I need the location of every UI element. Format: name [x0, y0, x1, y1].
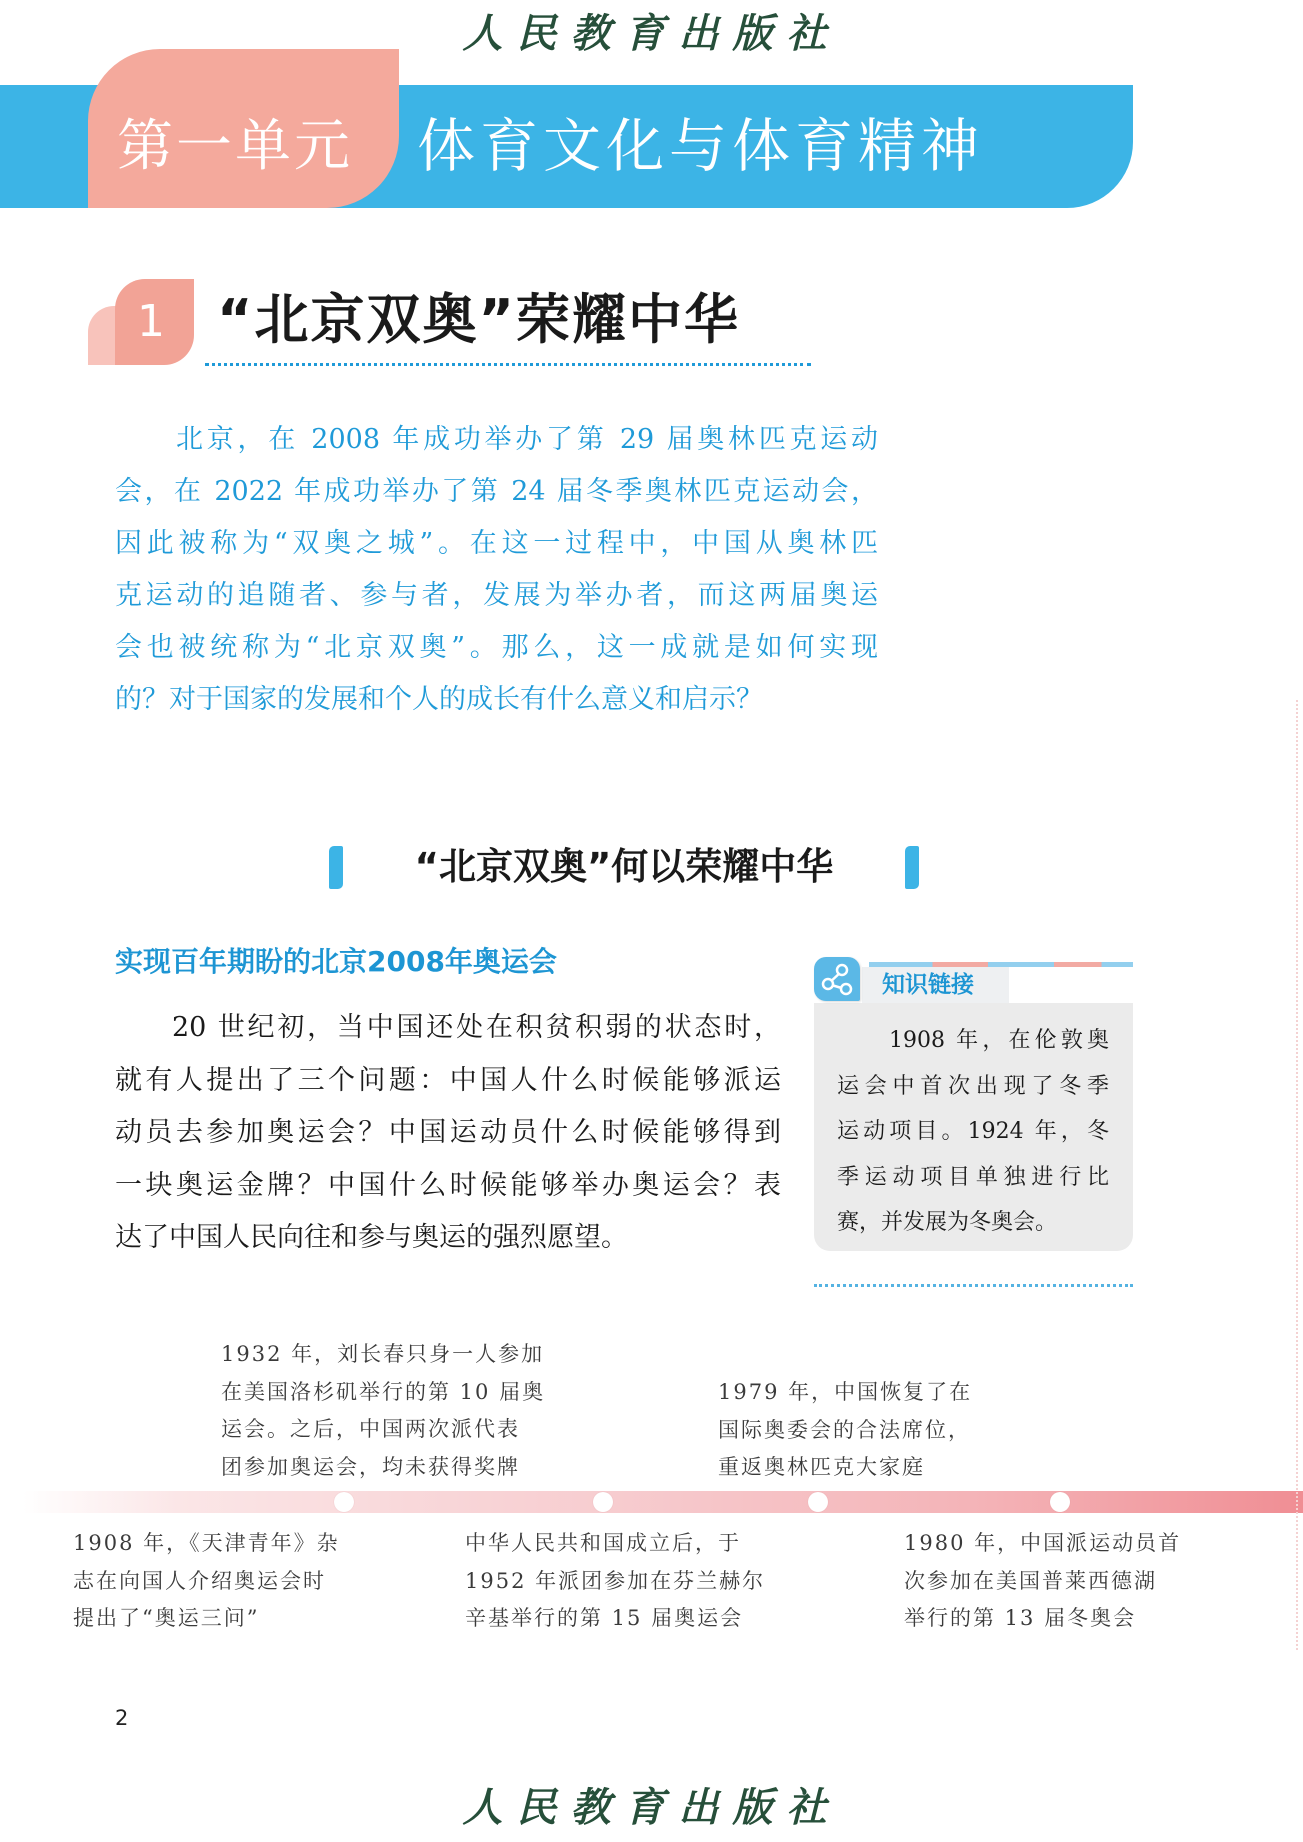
- body-paragraph: [115, 1002, 781, 1265]
- timeline-note-line: 次参加在美国普莱西德湖: [904, 1568, 1157, 1593]
- knowledge-line: 运动项目。1924 年，冬: [837, 1119, 1109, 1144]
- publisher-logo-bottom: 人民教育出版社: [462, 1784, 841, 1831]
- timeline-note-line: 1979 年，中国恢复了在: [718, 1380, 973, 1404]
- timeline-note-line: 志在向国人介绍奥运会时: [73, 1568, 326, 1593]
- share-icon: [814, 957, 860, 1001]
- timeline-note-line: 中华人民共和国成立后，于: [465, 1531, 741, 1555]
- section-bar-right: [905, 846, 919, 889]
- knowledge-line: 季运动项目单独进行比: [837, 1164, 1109, 1190]
- timeline-note-line: 国际奥委会的合法席位，: [718, 1417, 971, 1442]
- lesson-title: “北京双奥”荣耀中华: [217, 288, 740, 351]
- intro-paragraph: [115, 414, 878, 726]
- timeline-note-upper: [221, 1336, 545, 1486]
- intro-line: 的？对于国家的发展和个人的成长有什么意义和启示？: [115, 684, 763, 715]
- lesson-title-underline: [205, 363, 811, 366]
- timeline-note-line: 辛基举行的第 15 届奥运会: [465, 1606, 744, 1631]
- timeline-marker: [1050, 1492, 1070, 1512]
- timeline-note-line: 重返奥林匹克大家庭: [718, 1455, 925, 1480]
- timeline-note-lower: [73, 1525, 340, 1638]
- intro-line: 北京，在 2008 年成功举办了第 29 届奥林匹克运动: [176, 424, 878, 455]
- knowledge-line: 运会中首次出现了冬季: [837, 1073, 1109, 1099]
- body-line: 20 世纪初，当中国还处在积贫积弱的状态时，: [172, 1012, 781, 1043]
- intro-line: 克运动的追随者、参与者，发展为举办者，而这两届奥运: [115, 580, 878, 611]
- timeline-note-line: 1980 年，中国派运动员首: [904, 1531, 1182, 1555]
- timeline-note-line: 1932 年，刘长春只身一人参加: [221, 1342, 545, 1366]
- knowledge-link-label: 知识链接: [862, 967, 1009, 1003]
- section-title: “北京双奥”何以荣耀中华: [414, 845, 834, 888]
- timeline-note-line: 运会。之后，中国两次派代表: [221, 1417, 520, 1442]
- body-line: 达了中国人民向往和参与奥运的强烈愿望。: [115, 1222, 628, 1253]
- timeline-note-line: 在美国洛杉矶举行的第 10 届奥: [221, 1379, 546, 1404]
- timeline-note-line: 1952 年派团参加在芬兰赫尔: [465, 1568, 766, 1593]
- timeline-marker: [334, 1492, 354, 1512]
- body-line: 就有人提出了三个问题：中国人什么时候能够派运: [115, 1064, 781, 1096]
- timeline-note-line: 1908 年，《天津青年》杂: [73, 1531, 340, 1555]
- knowledge-link-text: [837, 1018, 1109, 1246]
- knowledge-line: 1908 年，在伦敦奥: [889, 1028, 1109, 1053]
- lesson-number: 1: [137, 296, 165, 347]
- subsection-title: 实现百年期盼的北京2008年奥运会: [115, 945, 557, 978]
- intro-line: 会也被统称为“北京双奥”。那么，这一成就是如何实现: [115, 632, 878, 663]
- unit-title: 体育文化与体育精神: [417, 112, 985, 180]
- body-line: 动员去参加奥运会？中国运动员什么时候能够得到: [115, 1117, 781, 1148]
- timeline-note-line: 提出了“奥运三问”: [73, 1606, 260, 1631]
- timeline-bar: [23, 1491, 1303, 1513]
- section-bar-left: [329, 846, 343, 889]
- page-number: 2: [115, 1706, 129, 1730]
- publisher-logo-top: 人民教育出版社: [462, 10, 841, 57]
- timeline-note-line: 团参加奥运会，均未获得奖牌: [221, 1454, 520, 1479]
- margin-guide: [1296, 700, 1298, 1650]
- timeline-note-lower: [465, 1525, 765, 1638]
- unit-label: 第一单元: [117, 114, 353, 179]
- timeline-marker: [808, 1492, 828, 1512]
- timeline-note-lower: [904, 1525, 1181, 1638]
- knowledge-line: 赛，并发展为冬奥会。: [837, 1210, 1058, 1235]
- timeline-note-upper: [718, 1374, 972, 1487]
- timeline-note-line: 举行的第 13 届冬奥会: [904, 1606, 1137, 1631]
- timeline-marker: [593, 1492, 613, 1512]
- knowledge-link-underline: [814, 1284, 1133, 1287]
- body-line: 一块奥运金牌？中国什么时候能够举办奥运会？表: [115, 1169, 781, 1201]
- intro-line: 会，在 2022 年成功举办了第 24 届冬季奥林匹克运动会，: [115, 476, 878, 507]
- intro-line: 因此被称为“双奥之城”。在这一过程中，中国从奥林匹: [115, 528, 878, 559]
